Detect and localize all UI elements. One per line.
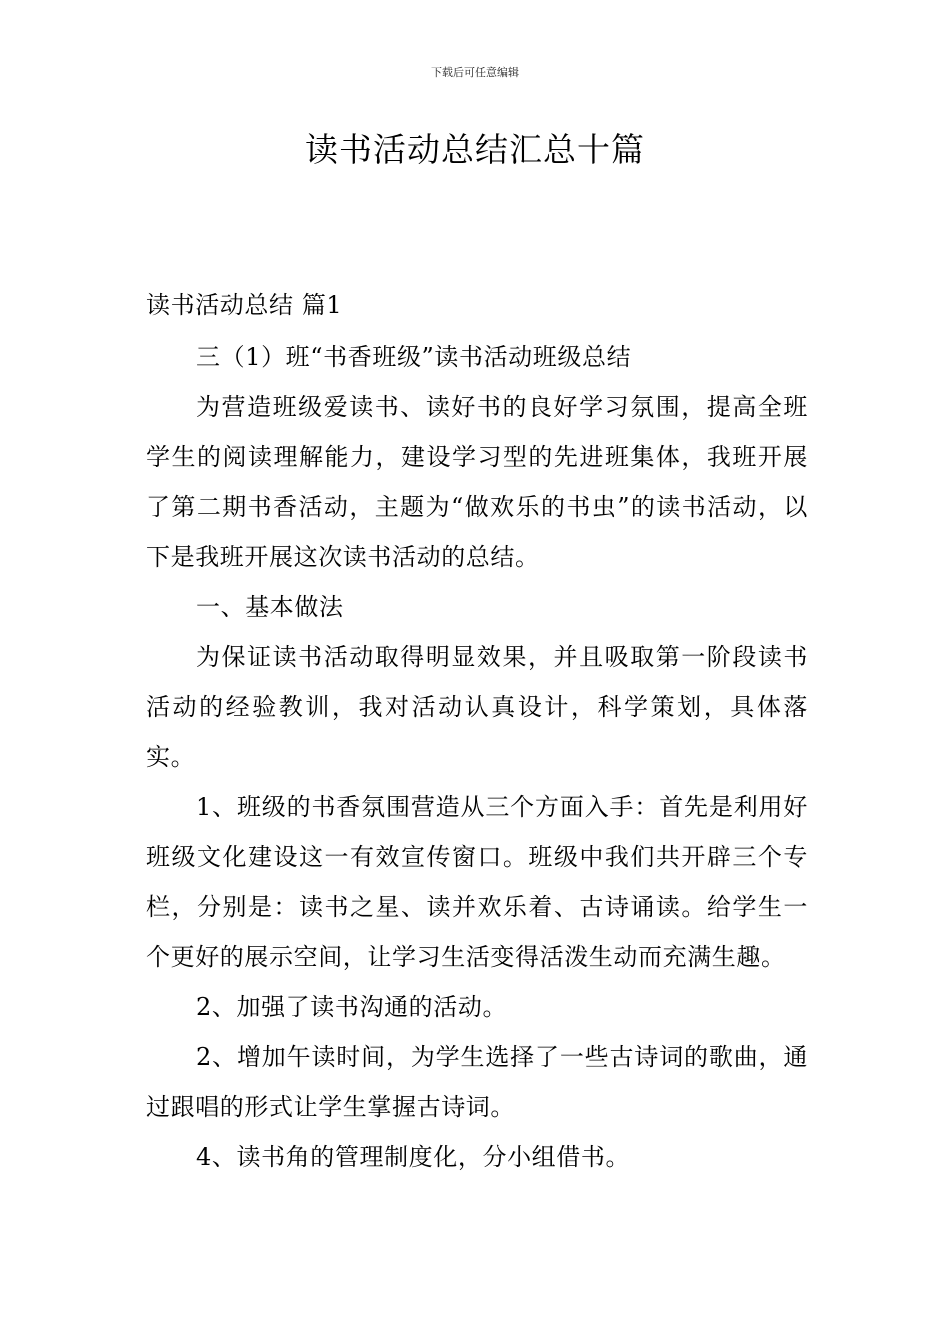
paragraph-intro: 为营造班级爱读书、读好书的良好学习氛围，提高全班学生的阅读理解能力，建设学习型的先进班集体，我班开展了第二期书香活动，主题为“做欢乐的书虫”的读书活动，以下是我班开展这次读书活动的总结。 [146, 393, 808, 571]
paragraph-item-3: 2、增加午读时间，为学生选择了一些古诗词的歌曲，通过跟唱的形式让学生掌握古诗词。 [146, 1043, 808, 1121]
paragraph-basic-methods-heading: 一、基本做法 [196, 593, 344, 621]
paragraph-methods-description: 为保证读书活动取得明显效果，并且吸取第一阶段读书活动的经验教训，我对活动认真设计，科学策划，具体落实。 [146, 643, 808, 771]
document-title: 读书活动总结汇总十篇 [305, 130, 645, 169]
section-heading: 读书活动总结 篇1 [146, 291, 343, 319]
paragraph-class-summary-title: 三（1）班“书香班级”读书活动班级总结 [196, 343, 632, 371]
paragraph-item-2: 2、加强了读书沟通的活动。 [196, 993, 508, 1021]
document-body [146, 280, 808, 1182]
page-header-note: 下载后可任意编辑 [431, 66, 519, 79]
paragraph-item-4: 4、读书角的管理制度化，分小组借书。 [196, 1143, 631, 1171]
paragraph-item-1: 1、班级的书香氛围营造从三个方面入手：首先是利用好班级文化建设这一有效宣传窗口。班级中我们共开辟三个专栏，分别是：读书之星、读并欢乐着、古诗诵读。给学生一个更好的展示空间，让学习生活变得活泼生动而充满生趣。 [146, 793, 808, 971]
